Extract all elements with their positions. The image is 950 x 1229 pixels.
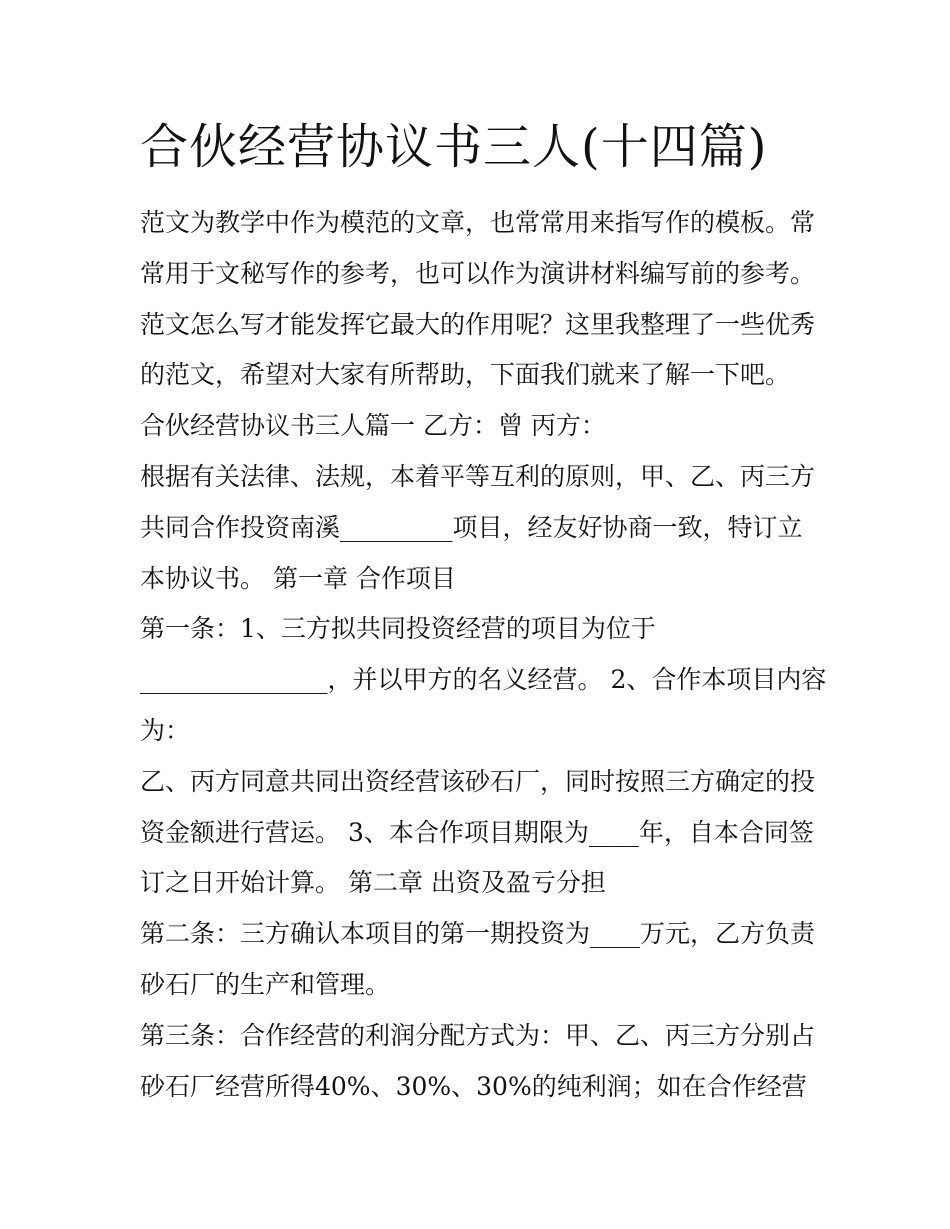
text-line: 第三条：合作经营的利润分配方式为：甲、乙、丙三方分别占 bbox=[140, 1020, 816, 1050]
text-line: 常用于文秘写作的参考，也可以作为演讲材料编写前的参考。 bbox=[140, 258, 816, 288]
text-line: 的范文，希望对大家有所帮助，下面我们就来了解一下吧。 bbox=[140, 360, 791, 390]
text-line: 范文怎么写才能发挥它最大的作用呢？这里我整理了一些优秀 bbox=[140, 309, 816, 339]
text-line: 根据有关法律、法规，本着平等互利的原则，甲、乙、丙三方 bbox=[140, 461, 816, 491]
page-title: 合伙经营协议书三人(十四篇) bbox=[140, 119, 768, 175]
text-line: _______________，并以甲方的名义经营。 2、合作本项目内容 bbox=[140, 665, 827, 695]
text-line: 第二条：三方确认本项目的第一期投资为____万元，乙方负责 bbox=[140, 919, 816, 949]
text-line: 范文为教学中作为模范的文章，也常常用来指写作的模板。常 bbox=[140, 208, 816, 237]
text-line: 砂石厂经营所得40%、30%、30%的纯利润；如在合作经营 bbox=[140, 1071, 807, 1101]
document-body bbox=[140, 198, 827, 1112]
text-line: 为： bbox=[140, 715, 191, 745]
text-line: 订之日开始计算。 第二章 出资及盈亏分担 bbox=[140, 868, 606, 898]
text-line: 砂石厂的生产和管理。 bbox=[140, 969, 391, 999]
text-line: 第一条：1、三方拟共同投资经营的项目为位于 bbox=[140, 614, 656, 644]
text-line: 乙、丙方同意共同出资经营该砂石厂，同时按照三方确定的投 bbox=[140, 766, 816, 796]
text-line: 共同合作投资南溪_________项目，经友好协商一致，特订立 bbox=[140, 512, 803, 542]
text-line: 合伙经营协议书三人篇一 乙方：曾 丙方： bbox=[140, 411, 606, 441]
text-line: 本协议书。 第一章 合作项目 bbox=[140, 563, 456, 593]
text-line: 资金额进行营运。 3、本合作项目期限为____年，自本合同签 bbox=[140, 817, 814, 847]
